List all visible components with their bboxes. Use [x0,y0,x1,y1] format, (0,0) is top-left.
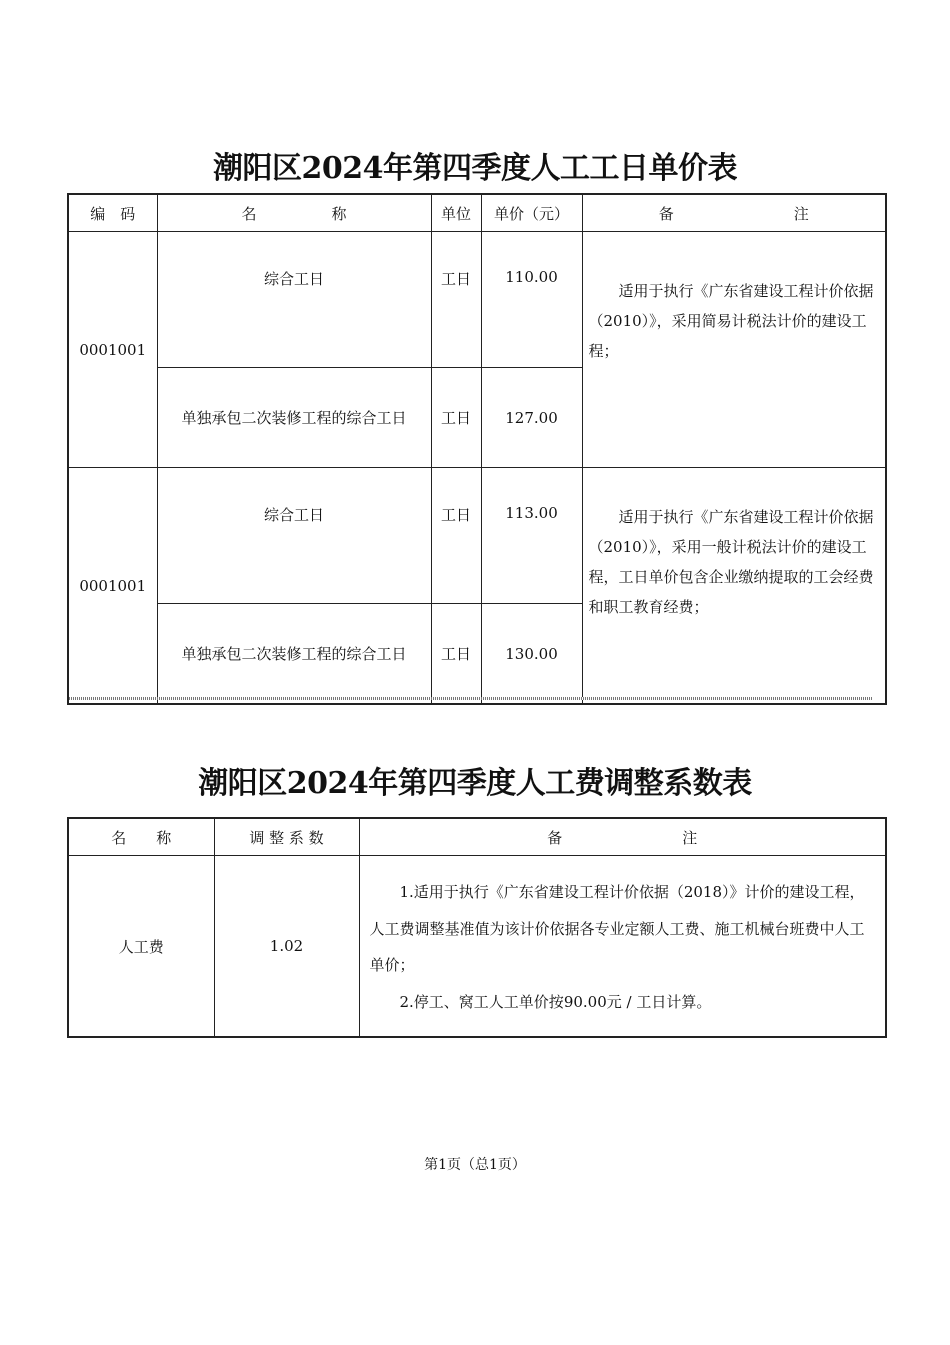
item-coefficient: 1.02 [214,856,359,1038]
note-paragraph-1: 1.适用于执行《广东省建设工程计价依据（2018）》计价的建设工程，人工费调整基准值为该计价依据各专业定额人工费、施工机械台班费中人工单价； [369,883,865,974]
group-code: 0001001 [68,232,157,468]
table2-title: 潮阳区2024年第四季度人工费调整系数表 [198,766,752,801]
header-note: 备 注 [359,818,886,856]
item-name: 综合工日 [157,232,431,368]
item-unit: 工日 [431,468,481,604]
table-row [68,232,886,368]
header-name: 名 称 [157,194,431,232]
item-name: 单独承包二次装修工程的综合工日 [157,604,431,705]
table-row [68,468,886,604]
labor-adjustment-table [67,817,887,1038]
group-note: 适用于执行《广东省建设工程计价依据（2010）》，采用简易计税法计价的建设工程； [582,232,886,468]
header-coefficient: 调 整 系 数 [214,818,359,856]
item-price: 113.00 [481,468,582,604]
table1-title: 潮阳区2024年第四季度人工工日单价表 [213,151,737,186]
header-price: 单价（元） [481,194,582,232]
group-code: 0001001 [68,468,157,705]
page-footer: 第1页（总1页） [424,1157,526,1173]
item-price: 130.00 [481,604,582,705]
item-unit: 工日 [431,604,481,705]
item-name: 单独承包二次装修工程的综合工日 [157,368,431,468]
item-note [359,856,886,1038]
header-name: 名 称 [68,818,214,856]
group-note: 适用于执行《广东省建设工程计价依据（2010）》，采用一般计税法计价的建设工程，工日单价包含企业缴纳提取的工会经费和职工教育经费； [582,468,886,705]
item-price: 110.00 [481,232,582,368]
item-unit: 工日 [431,368,481,468]
item-price: 127.00 [481,368,582,468]
note-paragraph-2: 2.停工、窝工人工单价按90.00元 / 工日计算。 [399,992,712,1011]
header-code: 编 码 [68,194,157,232]
table-header-row [68,818,886,856]
item-name: 综合工日 [157,468,431,604]
header-unit: 单位 [431,194,481,232]
table-header-row [68,194,886,232]
table-row [68,856,886,1038]
item-name: 人工费 [68,856,214,1038]
labor-unit-price-table [67,193,887,705]
item-unit: 工日 [431,232,481,368]
header-note: 备 注 [582,194,886,232]
section-divider [69,697,872,700]
